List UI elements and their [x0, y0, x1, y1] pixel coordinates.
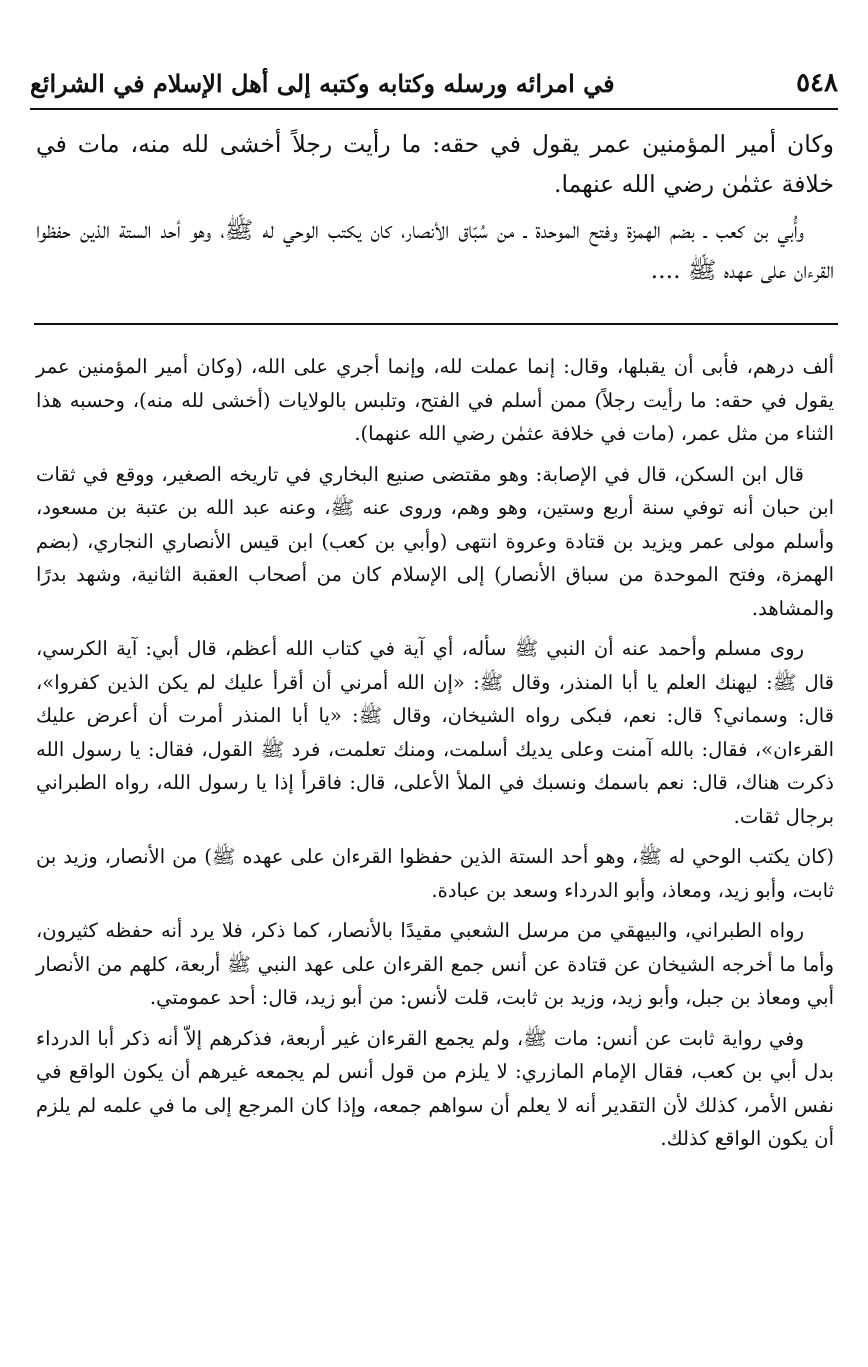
separator-line: [34, 323, 838, 325]
commentary-paragraph-3: روى مسلم وأحمد عنه أن النبي ﷺ سأله، أي آية في كتاب الله أعظم، قال أبي: آية الكرسي، قال ﷺ: ليهنك العلم يا أبا المنذر، وقال ﷺ: «إن الله أمرني أن أقرأ عليك لم يكن الذين كفروا»، قال: وسماني؟ قال: نعم، فبكى رواه الشيخان، وقال ﷺ: «يا أبا المنذر أمرت أن أعرض عليك القرءان»، فقال: بالله آمنت وعلى يديك أسلمت، ومنك تعلمت، فرد ﷺ القول، فقال: يا رسول الله ذكرت هناك، قال: نعم باسمك ونسبك في الملأ الأعلى، قال: فاقرأ إذا يا رسول الله، رواه الطبراني برجال ثقات.: [36, 637, 834, 828]
main-paragraph-1: وكان أمير المؤمنين عمر يقول في حقه: ما رأيت رجلاً أخشى لله منه، مات في خلافة عثمٰن رضي الله عنهما.: [36, 130, 834, 198]
main-text: [36, 124, 834, 296]
commentary-paragraph-5: رواه الطبراني، والبيهقي من مرسل الشعبي مقيدًا بالأنصار، كما ذكر، فلا يرد أنه حفظه كثيرون، وأما ما أخرجه الشيخان عن قتادة عن أنس جمع القرءان على عهد النبي ﷺ أربعة، كلهم من الأنصار أبي ومعاذ بن جبل، وأبو زيد، وزيد بن ثابت، قلت لأنس: من أبو زيد، قال: أحد عمومتي.: [36, 919, 834, 1009]
commentary-paragraph-6: وفي رواية ثابت عن أنس: مات ﷺ، ولم يجمع القرءان غير أربعة، فذكرهم إلاّ أنه ذكر أبا الدرداء بدل أبي بن كعب، فقال الإمام المازري: لا يلزم من قول أنس لم يجمعه غيرهم أن يكون الواقع في نفس الأمر، كذلك لأن التقدير أنه لا يعلم أن سواهم جمعه، وإذا كان المرجع إلى ما في علمه لم يلزم أن يكون الواقع كذلك.: [36, 1026, 834, 1150]
main-paragraph-2: وأُبي بن كعب ـ بضم الهمزة وفتح الموحدة ـ من سُبّاق الأنصار، كان يكتب الوحي له ﷺ، وهو أحد الستة الذين حفظوا القرءان على عهده ﷺ ....: [36, 216, 834, 284]
running-title: في امرائه ورسله وكتابه وكتبه إلى أهل الإسلام في الشرائع: [30, 68, 615, 98]
page-number: ٥٤٨: [796, 68, 838, 98]
commentary-paragraph-4: (كان يكتب الوحي له ﷺ، وهو أحد الستة الذين حفظوا القرءان على عهده ﷺ) من الأنصار، وزيد بن ثابت، وأبو زيد، ومعاذ، وأبو الدرداء وسعد بن عبادة.: [36, 845, 834, 902]
page-header: [30, 58, 838, 110]
commentary-paragraph-2: قال ابن السكن، قال في الإصابة: وهو مقتضى صنيع البخاري في تاريخه الصغير، ووقع في ثقات ابن حبان أنه توفي سنة أربع وستين، وهو وهم، وروى عنه ﷺ، وعنه عبد الله بن عتبة بن مسعود، وأسلم مولى عمر ويزيد بن قتادة وعروة انتهى (وأبي بن كعب) ابن قيس الأنصاري النجاري، (بضم الهمزة، وفتح الموحدة من سباق الأنصار) إلى الإسلام كان من أصحاب العقبة الثانية، وشهد بدرًا والمشاهد.: [36, 462, 834, 620]
commentary-paragraph-1: ألف درهم، فأبى أن يقبلها، وقال: إنما عملت لله، وإنما أجري على الله، (وكان أمير المؤمنين عمر يقول في حقه: ما رأيت رجلاً) ممن أسلم في الفتح، وتلبس بالولايات (أخشى لله منه)، وحسبه هذا الثناء من مثل عمر، (مات في خلافة عثمٰن رضي الله عنهما).: [36, 355, 834, 445]
commentary: [36, 350, 834, 1163]
